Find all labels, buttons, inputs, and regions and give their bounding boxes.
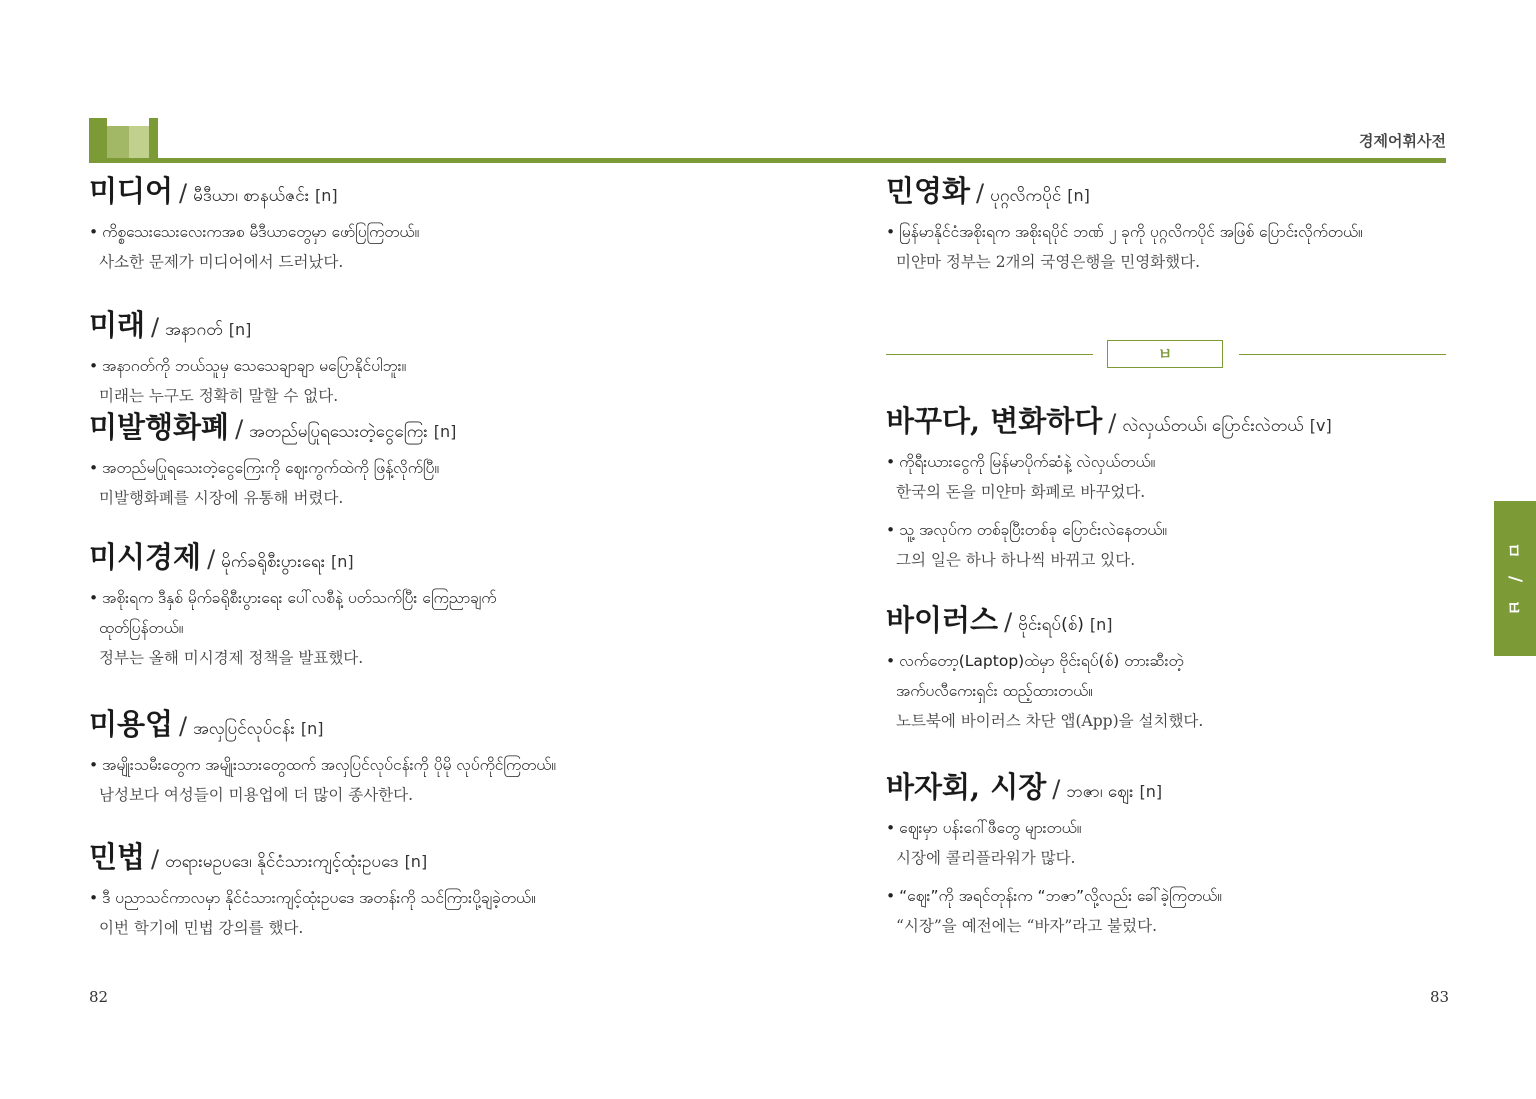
headword: 미래 <box>89 308 146 342</box>
translation: ဗိုင်းရပ်(စ်) <box>1018 615 1084 635</box>
header-block <box>149 118 158 160</box>
bullet-icon: • <box>89 755 99 774</box>
example-burmese-text: ကိုရီးယားငွေကို မြန်မာပိုက်ဆံနဲ့ လဲလှယ်တယ်။ <box>899 452 1156 471</box>
part-of-speech: [n] <box>1067 186 1090 205</box>
book-title: 경제어휘사전 <box>1359 132 1446 150</box>
example-korean: 사소한 문제가 미디어에서 드러났다. <box>99 252 344 271</box>
example <box>89 453 456 513</box>
separator: / <box>1004 608 1013 636</box>
dictionary-entry <box>886 770 1222 941</box>
separator: / <box>976 179 985 207</box>
index-tab-top: ㅁ <box>1502 541 1523 559</box>
example-burmese <box>89 351 406 381</box>
example <box>886 447 1332 507</box>
example-korean: 노트북에 바이러스 차단 앱(App)을 설치했다. <box>896 711 1204 730</box>
headword: 민영화 <box>886 174 971 208</box>
entry-headline <box>89 308 406 343</box>
bullet-icon: • <box>886 886 896 905</box>
entry-headline <box>89 707 556 742</box>
bullet-icon: • <box>89 222 99 241</box>
separator: / <box>1052 775 1061 803</box>
entry-headline <box>89 840 536 875</box>
translation: ပုဂ္ဂလိကပိုင် <box>990 186 1062 206</box>
example <box>89 750 556 810</box>
example <box>886 515 1332 575</box>
example-burmese <box>886 813 1222 843</box>
example-korean: 미발행화폐를 시장에 유통해 버렸다. <box>99 488 344 507</box>
headword: 미시경제 <box>89 540 202 574</box>
example-burmese <box>886 447 1332 477</box>
part-of-speech: [n] <box>315 186 338 205</box>
headword: 바자회, 시장 <box>886 770 1047 804</box>
bullet-icon: • <box>886 222 896 241</box>
translation: အလှပြင်လုပ်ငန်း <box>193 719 295 739</box>
index-tab[interactable] <box>1494 501 1536 656</box>
headword: 민법 <box>89 840 146 874</box>
example <box>89 351 406 411</box>
dictionary-entry <box>89 840 536 943</box>
header-decoration <box>89 118 161 160</box>
page-number-right: 83 <box>1430 988 1450 1006</box>
bullet-icon: • <box>886 452 896 471</box>
separator: / <box>151 845 160 873</box>
dictionary-entry <box>89 308 406 411</box>
example <box>89 883 536 943</box>
bullet-icon: • <box>89 356 99 375</box>
translation: အတည်မပြုရသေးတဲ့ငွေကြေး <box>249 422 428 442</box>
section-label: ㅂ <box>1107 340 1223 368</box>
header-block <box>107 126 129 160</box>
example-korean: 이번 학기에 민법 강의를 했다. <box>99 918 304 937</box>
example <box>89 217 419 277</box>
separator: / <box>235 415 244 443</box>
entry-headline <box>89 540 496 575</box>
example-burmese <box>89 750 556 780</box>
header-rule <box>89 158 1446 163</box>
bullet-icon: • <box>886 818 896 837</box>
dictionary-entry <box>89 707 556 810</box>
example-burmese-text: အတည်မပြုရသေးတဲ့ငွေကြေးကို ဈေးကွက်ထဲကို ဖြန့်လိုက်ပြီ။ <box>102 458 440 477</box>
index-tab-slash: / <box>1505 575 1525 582</box>
bullet-icon: • <box>886 520 896 539</box>
separator: / <box>1108 409 1117 437</box>
example <box>89 583 496 673</box>
part-of-speech: [v] <box>1309 416 1332 435</box>
entry-headline <box>886 770 1222 805</box>
translation: ဘဇာ၊ ဈေး <box>1066 782 1134 802</box>
separator: / <box>179 179 188 207</box>
example-burmese <box>89 453 456 483</box>
entry-headline <box>886 603 1203 638</box>
example-korean: “시장”을 예전에는 “바자”라고 불렀다. <box>896 916 1158 935</box>
part-of-speech: [n] <box>404 852 428 871</box>
example-burmese-text: ဒီ ပညာသင်ကာလမှာ နိုင်ငံသားကျင့်ထုံးဥပဒေ အတန်းကို သင်ကြားပို့ချခဲ့တယ်။ <box>102 888 536 907</box>
part-of-speech: [n] <box>1139 782 1163 801</box>
bullet-icon: • <box>89 888 99 907</box>
example-burmese-text: သူ့ အလုပ်က တစ်ခုပြီးတစ်ခု ပြောင်းလဲနေတယ်။ <box>899 520 1167 539</box>
example-burmese-text: လက်တော့(Laptop)ထဲမှာ ဗိုင်းရပ်(စ်) တားဆီးတဲ့ <box>899 651 1184 670</box>
section-divider-line <box>1239 354 1446 355</box>
example-burmese-text: မြန်မာနိုင်ငံအစိုးရက အစိုးရပိုင် ဘဏ် ၂ ခုကို ပုဂ္ဂလိကပိုင် အဖြစ် ပြောင်းလိုက်တယ်။ <box>899 222 1363 241</box>
example-burmese <box>89 583 496 613</box>
dictionary-entry <box>89 410 456 513</box>
example <box>886 217 1363 277</box>
page-number-left: 82 <box>89 988 109 1006</box>
example-korean: 시장에 콜리플라워가 많다. <box>896 848 1076 867</box>
headword: 미디어 <box>89 174 174 208</box>
example-burmese-text: ဈေးမှာ ပန်းဂေါ်ဖီတွေ များတယ်။ <box>899 818 1082 837</box>
part-of-speech: [n] <box>1089 615 1113 634</box>
bullet-icon: • <box>89 588 99 607</box>
example-burmese <box>886 515 1332 545</box>
entry-headline <box>886 404 1332 439</box>
headword: 미용업 <box>89 707 174 741</box>
dictionary-entry <box>886 174 1363 277</box>
part-of-speech: [n] <box>331 552 354 571</box>
entry-headline <box>89 410 456 445</box>
example-burmese <box>89 883 536 913</box>
translation: အနာဂတ် <box>165 320 223 340</box>
translation: မီဒီယာ၊ စာနယ်ဇင်း <box>193 186 310 206</box>
example <box>886 881 1222 941</box>
example-korean: 미래는 누구도 정확히 말할 수 없다. <box>99 386 339 405</box>
example-burmese-text: အစိုးရက ဒီနှစ် မိုက်ခရိုစီးပွားရေး ပေါ်လစီနဲ့ ပတ်သက်ပြီး ကြေညာချက် <box>102 588 497 607</box>
translation: မိုက်ခရိုစီးပွားရေး <box>221 552 326 572</box>
entry-headline <box>886 174 1363 209</box>
separator: / <box>179 712 188 740</box>
dictionary-entry <box>89 540 496 673</box>
example-burmese-text: အနာဂတ်ကို ဘယ်သူမှ သေသေချာချာ မပြောနိုင်ပါဘူး။ <box>102 356 407 375</box>
separator: / <box>207 545 216 573</box>
headword: 미발행화폐 <box>89 410 230 444</box>
example-korean: 한국의 돈을 미얀마 화폐로 바꾸었다. <box>896 482 1146 501</box>
headword: 바꾸다, 변화하다 <box>886 404 1103 438</box>
example-burmese-continued: အက်ပလီကေးရှင်း ထည့်ထားတယ်။ <box>896 681 1093 700</box>
example-korean: 미얀마 정부는 2개의 국영은행을 민영화했다. <box>896 252 1201 271</box>
example-burmese-text: အမျိုးသမီးတွေက အမျိုးသားတွေထက် အလှပြင်လုပ်ငန်းကို ပိုမို လုပ်ကိုင်ကြတယ်။ <box>102 755 556 774</box>
part-of-speech: [n] <box>300 719 324 738</box>
example-burmese <box>886 881 1222 911</box>
example-burmese-continued: ထုတ်ပြန်တယ်။ <box>99 618 184 637</box>
example-burmese-text: ကိစ္စသေးသေးလေးကအစ မီဒီယာတွေမှာ ဖော်ပြကြတယ်။ <box>102 222 420 241</box>
dictionary-entry <box>89 174 419 277</box>
entry-headline <box>89 174 419 209</box>
example <box>886 813 1222 873</box>
section-divider-line <box>886 354 1093 355</box>
translation: လဲလှယ်တယ်၊ ပြောင်းလဲတယ် <box>1122 416 1304 436</box>
dictionary-entry <box>886 404 1332 575</box>
index-tab-bottom: ㅂ <box>1502 598 1523 616</box>
example-korean: 정부는 올해 미시경제 정책을 발표했다. <box>99 648 364 667</box>
part-of-speech: [n] <box>433 422 457 441</box>
header-block <box>89 118 107 160</box>
example-burmese <box>886 217 1363 247</box>
example-korean: 그의 일은 하나 하나씩 바뀌고 있다. <box>896 550 1136 569</box>
translation: တရားမဥပဒေ၊ နိုင်ငံသားကျင့်ထုံးဥပဒေ <box>165 852 399 872</box>
part-of-speech: [n] <box>228 320 252 339</box>
example-burmese-text: “ဈေး”ကို အရင်တုန်းက “ဘဇာ”လို့လည်း ခေါ်ခဲ့ကြတယ်။ <box>899 886 1222 905</box>
example-burmese <box>89 217 419 247</box>
separator: / <box>151 313 160 341</box>
example <box>886 646 1203 736</box>
bullet-icon: • <box>89 458 99 477</box>
example-burmese <box>886 646 1203 676</box>
header-block <box>129 126 149 160</box>
headword: 바이러스 <box>886 603 999 637</box>
example-korean: 남성보다 여성들이 미용업에 더 많이 종사한다. <box>99 785 414 804</box>
dictionary-entry <box>886 603 1203 736</box>
bullet-icon: • <box>886 651 896 670</box>
